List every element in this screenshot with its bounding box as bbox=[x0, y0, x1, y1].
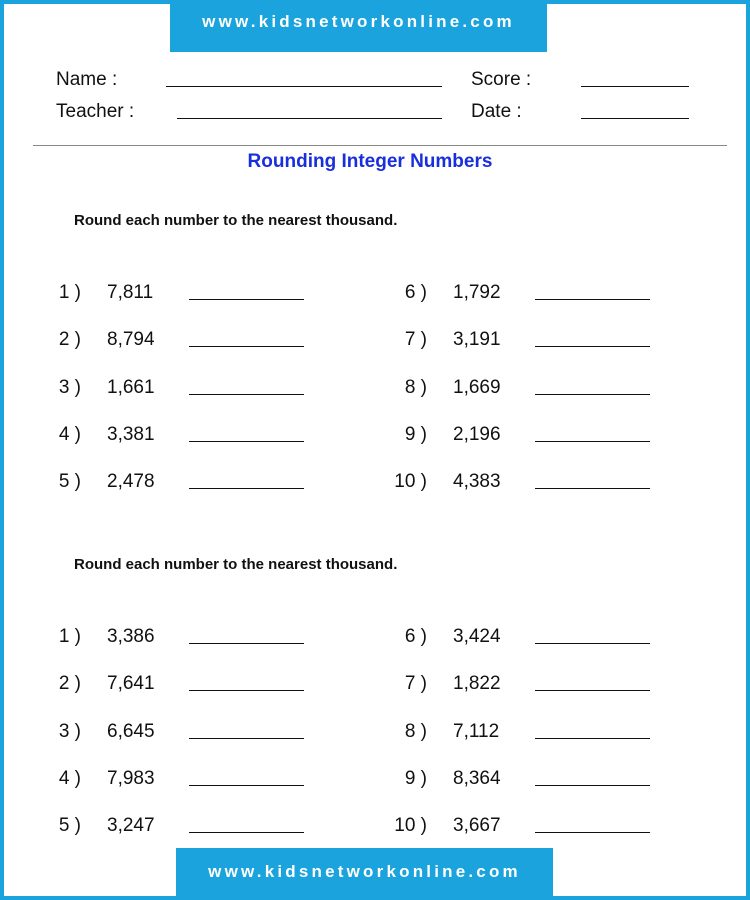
answer-blank[interactable] bbox=[189, 832, 304, 833]
answer-blank[interactable] bbox=[535, 299, 650, 300]
header-banner[interactable] bbox=[170, 0, 547, 52]
question-value: 3,424 bbox=[453, 626, 501, 647]
question-number: 4 ) bbox=[58, 423, 81, 445]
question-value: 2,196 bbox=[453, 423, 501, 445]
question-number: 4 ) bbox=[58, 767, 81, 789]
footer-banner[interactable] bbox=[176, 848, 553, 896]
question-value: 1,669 bbox=[453, 376, 501, 398]
question-number: 3 ) bbox=[58, 720, 81, 742]
answer-blank[interactable] bbox=[535, 738, 650, 739]
answer-blank[interactable] bbox=[535, 441, 650, 442]
question-value: 3,386 bbox=[107, 626, 155, 647]
worksheet-title: Rounding Integer Numbers bbox=[247, 151, 493, 172]
question-value: 8,364 bbox=[453, 767, 501, 789]
score-label: Score : bbox=[471, 69, 532, 90]
answer-blank[interactable] bbox=[535, 346, 650, 347]
question-value: 1,792 bbox=[453, 282, 501, 303]
answer-blank[interactable] bbox=[189, 299, 304, 300]
name-label: Name : bbox=[56, 69, 118, 90]
question-number: 8 ) bbox=[404, 376, 427, 398]
answer-blank[interactable] bbox=[189, 441, 304, 442]
answer-blank[interactable] bbox=[535, 488, 650, 489]
question-number: 9 ) bbox=[404, 767, 427, 789]
answer-blank[interactable] bbox=[535, 832, 650, 833]
name-field[interactable] bbox=[166, 86, 442, 87]
question-value: 7,811 bbox=[107, 282, 154, 303]
date-label: Date : bbox=[471, 101, 522, 122]
question-value: 6,645 bbox=[107, 720, 155, 742]
question-number: 5 ) bbox=[58, 471, 81, 493]
answer-blank[interactable] bbox=[535, 785, 650, 786]
footer-site-url: www.kidsnetworkonline.com bbox=[208, 862, 521, 881]
question-number: 1 ) bbox=[58, 626, 81, 647]
answer-blank[interactable] bbox=[189, 346, 304, 347]
answer-blank[interactable] bbox=[189, 738, 304, 739]
answer-blank[interactable] bbox=[189, 643, 304, 644]
question-number: 1 ) bbox=[58, 282, 81, 303]
question-number: 9 ) bbox=[404, 423, 427, 445]
question-value: 1,661 bbox=[107, 376, 155, 398]
section-2-instruction: Round each number to the nearest thousand. bbox=[74, 556, 398, 573]
question-value: 7,112 bbox=[453, 720, 500, 742]
question-value: 1,822 bbox=[453, 673, 501, 695]
question-value: 3,247 bbox=[107, 815, 155, 837]
question-value: 2,478 bbox=[107, 471, 155, 493]
question-number: 7 ) bbox=[404, 673, 427, 695]
section-1-instruction: Round each number to the nearest thousand. bbox=[74, 212, 398, 229]
question-number: 7 ) bbox=[404, 329, 427, 351]
answer-blank[interactable] bbox=[535, 690, 650, 691]
question-number: 10 ) bbox=[394, 815, 427, 837]
question-number: 10 ) bbox=[394, 471, 427, 493]
answer-blank[interactable] bbox=[189, 785, 304, 786]
question-value: 3,191 bbox=[453, 329, 501, 351]
question-number: 5 ) bbox=[58, 815, 81, 837]
question-number: 2 ) bbox=[58, 329, 81, 351]
date-field[interactable] bbox=[581, 118, 689, 119]
question-number: 6 ) bbox=[404, 626, 427, 647]
answer-blank[interactable] bbox=[535, 394, 650, 395]
teacher-label: Teacher : bbox=[56, 101, 135, 122]
question-value: 4,383 bbox=[453, 471, 501, 493]
answer-blank[interactable] bbox=[189, 690, 304, 691]
answer-blank[interactable] bbox=[189, 394, 304, 395]
question-number: 2 ) bbox=[58, 673, 81, 695]
score-field[interactable] bbox=[581, 86, 689, 87]
question-value: 7,641 bbox=[107, 673, 155, 695]
header-divider bbox=[33, 145, 727, 146]
question-value: 3,381 bbox=[107, 423, 155, 445]
question-value: 3,667 bbox=[453, 815, 501, 837]
question-number: 3 ) bbox=[58, 376, 81, 398]
question-number: 6 ) bbox=[404, 282, 427, 303]
question-value: 7,983 bbox=[107, 767, 155, 789]
question-value: 8,794 bbox=[107, 329, 155, 351]
answer-blank[interactable] bbox=[535, 643, 650, 644]
header-site-url: www.kidsnetworkonline.com bbox=[202, 12, 515, 31]
answer-blank[interactable] bbox=[189, 488, 304, 489]
teacher-field[interactable] bbox=[177, 118, 442, 119]
question-number: 8 ) bbox=[404, 720, 427, 742]
